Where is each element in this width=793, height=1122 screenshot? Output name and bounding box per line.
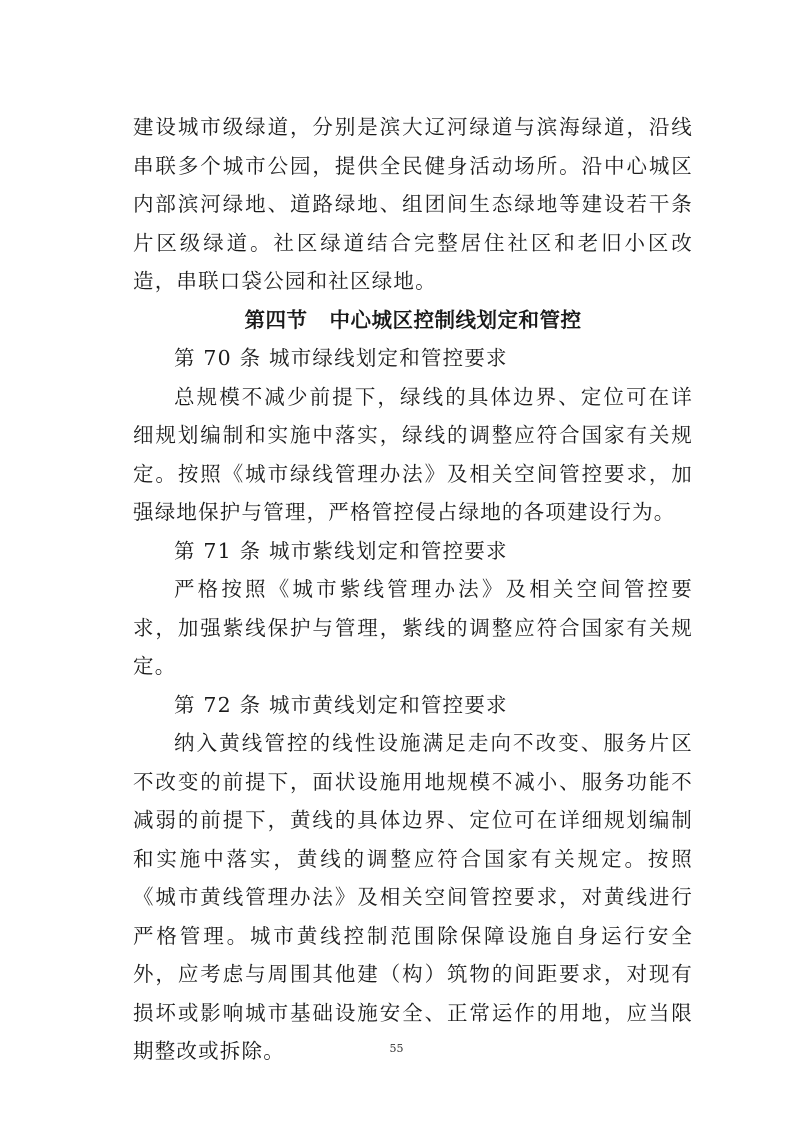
section-heading — [133, 301, 693, 340]
page-number: 55 — [389, 1042, 404, 1055]
section-title: 中心城区控制线划定和管控 — [329, 307, 582, 332]
continuation-paragraph: 建设城市级绿道，分别是滨大辽河绿道与滨海绿道，沿线串联多个城市公园，提供全民健身活动场所。沿中心城区内部滨河绿地、道路绿地、组团间生态绿地等建设若干条片区级绿道。社区绿道结合完整居住社区和老旧小区改造，串联口袋公园和社区绿地。 — [133, 115, 693, 293]
article-71-body: 严格按照《城市紫线管理办法》及相关空间管控要求，加强紫线保护与管理，紫线的调整应符合国家有关规定。 — [133, 577, 693, 678]
page-content — [133, 108, 693, 1071]
article-72-heading: 第 72 条 城市黄线划定和管控要求 — [174, 692, 508, 717]
article-70-heading: 第 70 条 城市绿线划定和管控要求 — [174, 346, 508, 370]
article-70-body: 总规模不减少前提下，绿线的具体边界、定位可在详细规划编制和实施中落实，绿线的调整应符合国家有关规定。按照《城市绿线管理办法》及相关空间管控要求，加强绿地保护与管理，严格管控侵占绿地的各项建设行为。 — [133, 384, 693, 524]
article-71-heading: 第 71 条 城市紫线划定和管控要求 — [174, 538, 508, 563]
section-number: 第四节 — [244, 307, 308, 332]
article-72-body: 纳入黄线管控的线性设施满足走向不改变、服务片区不改变的前提下，面状设施用地规模不减小、服务功能不减弱的前提下，黄线的具体边界、定位可在详细规划编制和实施中落实，黄线的调整应符合国家有关规定。按照《城市黄线管理办法》及相关空间管控要求，对黄线进行严格管理。城市黄线控制范围除保障设施自身运行安全外，应考虑与周围其他建（构）筑物的间距要求，对现有损坏或影响城市基础设施安全、正常运作的用地，应当限期整改或拆除。 — [133, 731, 693, 1063]
